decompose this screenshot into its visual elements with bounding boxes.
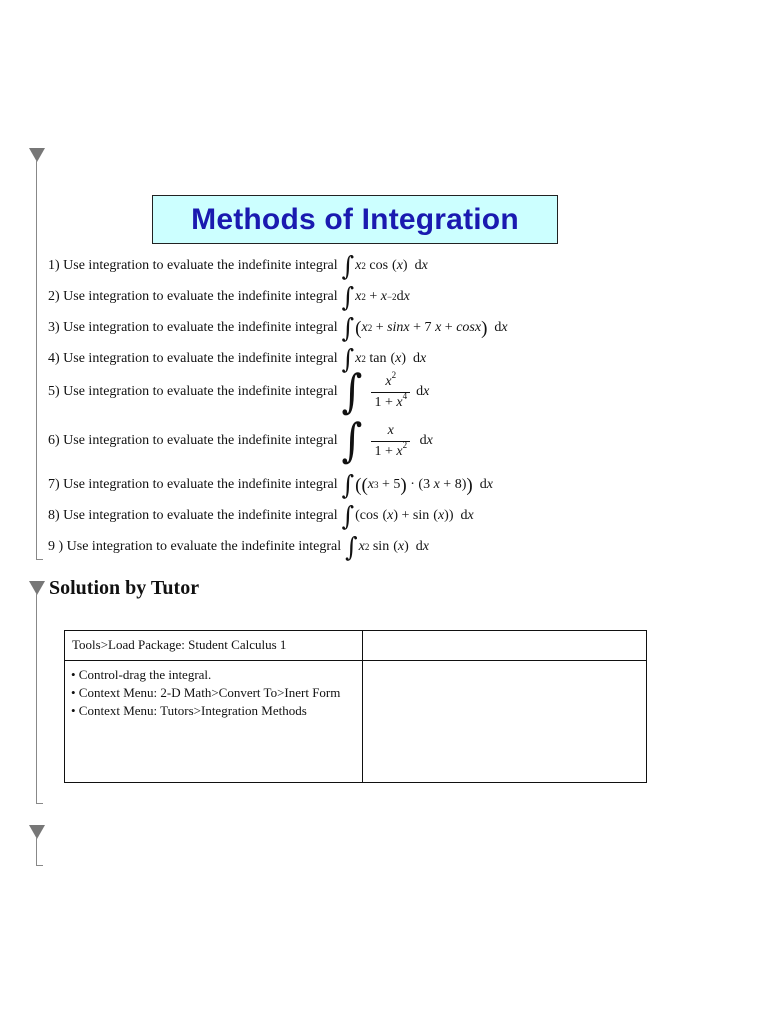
section-bracket-foot (36, 559, 43, 560)
problem-9 (48, 531, 429, 563)
section-bracket-foot (36, 865, 43, 866)
table-cell-empty (363, 661, 647, 783)
problem-label: 1) Use integration to evaluate the indefinite integral (48, 258, 338, 273)
problem-8 (48, 500, 474, 532)
table-cell-empty (363, 631, 647, 661)
integral-expression: ∫ $\frac{x^2}{1 + x^4}$ d x (341, 365, 430, 419)
integral-expression: ∫ x 2 tan ( x ) d x (341, 343, 427, 375)
integral-sign-icon: ∫ (341, 312, 355, 344)
fraction: $\frac{x}{1 + x^2}$ (371, 423, 410, 460)
problem-1 (48, 250, 428, 282)
section-bracket-foot (36, 803, 43, 804)
problem-2 (48, 281, 410, 313)
section-bracket-line (36, 837, 37, 866)
integral-expression: ∫ (cos ( x ) + sin ( x )) d x (341, 500, 474, 532)
integral-expression: ∫ x 2 + x −2 d x (341, 281, 410, 313)
table-row (65, 661, 647, 783)
integral-expression: ∫ ( ( x 3 + 5 ) · (3 x + 8) ) d x (341, 469, 493, 501)
problem-label: 9 ) Use integration to evaluate the indefinite integral (48, 539, 342, 554)
integral-sign-icon: ∫ (341, 414, 363, 468)
fraction: $\frac{x^2}{1 + x^4}$ (371, 374, 410, 411)
problem-label: 2) Use integration to evaluate the indefinite integral (48, 289, 338, 304)
section-collapse-triangle-icon[interactable] (29, 825, 45, 839)
problem-5 (48, 365, 430, 419)
section-collapse-triangle-icon[interactable] (29, 581, 45, 595)
integral-expression: ∫ x 2 cos ( x ) d x (341, 250, 428, 282)
problem-label: 5) Use integration to evaluate the indefinite integral (48, 384, 338, 399)
integral-sign-icon: ∫ (345, 531, 358, 563)
section-bracket-line (36, 160, 37, 560)
problem-6 (48, 414, 433, 468)
problem-7 (48, 469, 493, 501)
solution-heading: Solution by Tutor (49, 577, 200, 599)
integral-expression: ∫ $\frac{x}{1 + x^2}$ d x (341, 414, 433, 468)
integral-sign-icon: ∫ (341, 500, 355, 532)
step-item: • Context Menu: Tutors>Integration Methods (71, 703, 307, 718)
table-cell-load-package: Tools>Load Package: Student Calculus 1 (65, 631, 363, 661)
page-title: Methods of Integration (191, 202, 519, 236)
problem-label: 7) Use integration to evaluate the indefinite integral (48, 477, 338, 492)
problem-4 (48, 343, 427, 375)
problem-label: 3) Use integration to evaluate the indefinite integral (48, 320, 338, 335)
integral-sign-icon: ∫ (341, 281, 355, 313)
problem-label: 4) Use integration to evaluate the indefinite integral (48, 351, 338, 366)
integral-sign-icon: ∫ (341, 250, 355, 282)
problem-label: 8) Use integration to evaluate the indefinite integral (48, 508, 338, 523)
integral-sign-icon: ∫ (341, 365, 363, 419)
step-item: • Context Menu: 2-D Math>Convert To>Inert Form (71, 685, 341, 700)
section-collapse-triangle-icon[interactable] (29, 148, 45, 162)
problem-label: 6) Use integration to evaluate the indefinite integral (48, 433, 338, 448)
integral-expression: ∫ ( x 2 + sinx + 7 x + cosx ) d x (341, 312, 508, 344)
integral-sign-icon: ∫ (341, 469, 355, 501)
tutor-table (64, 630, 647, 783)
step-item: • Control-drag the integral. (71, 667, 212, 682)
table-cell-steps (65, 661, 363, 783)
problem-3 (48, 312, 508, 344)
integral-expression: ∫ x 2 sin ( x ) d x (345, 531, 429, 563)
title-box (152, 195, 558, 244)
integral-sign-icon: ∫ (341, 343, 355, 375)
table-row (65, 631, 647, 661)
section-bracket-line (36, 593, 37, 804)
